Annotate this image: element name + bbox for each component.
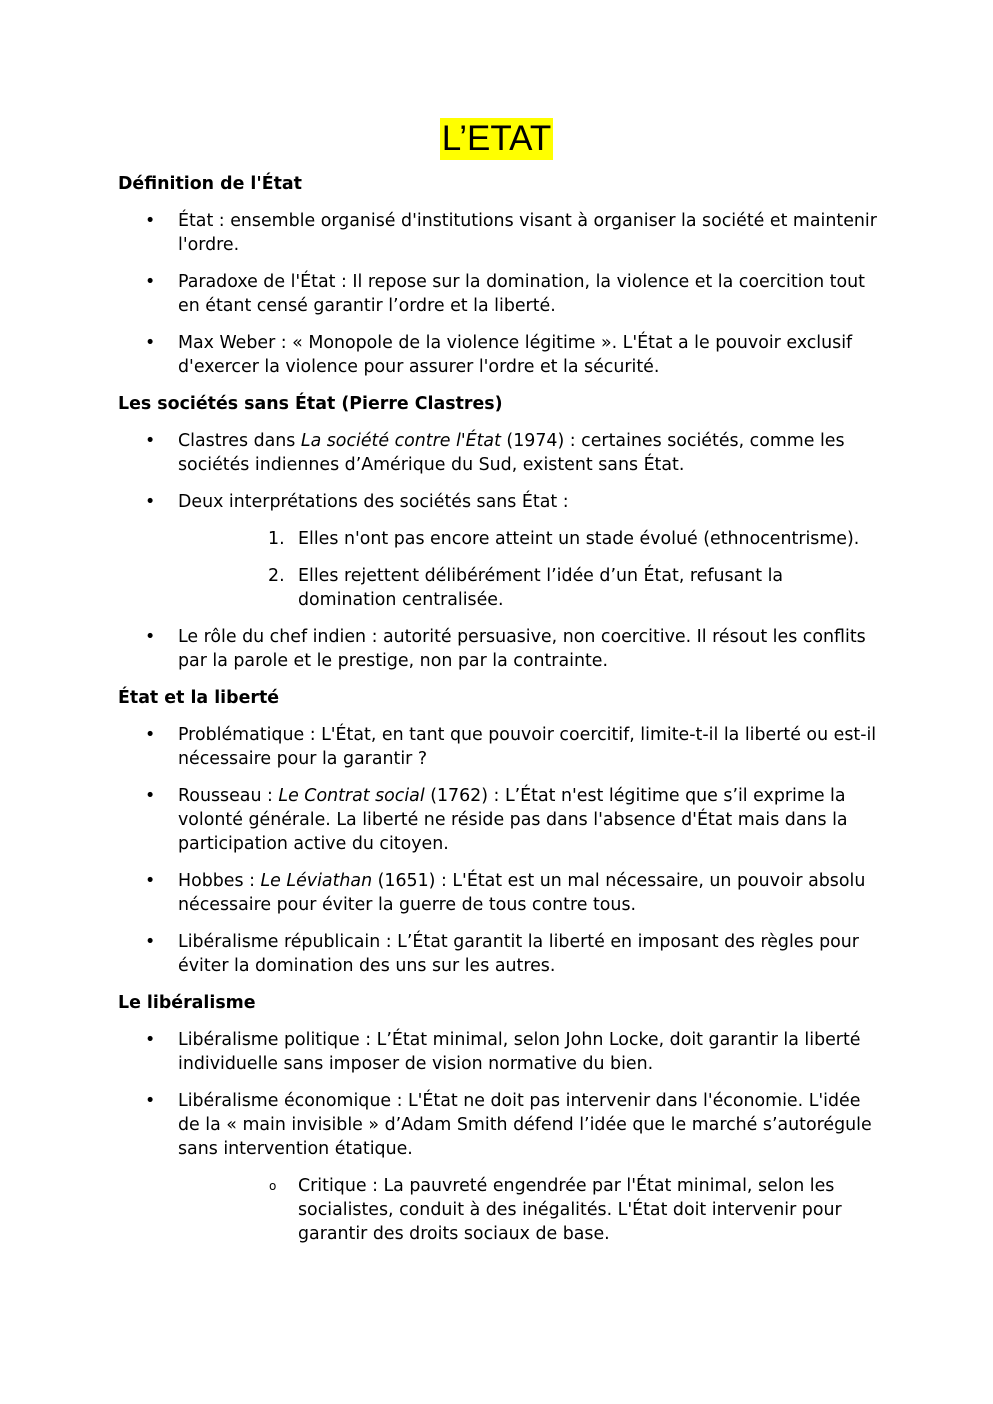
bullet-list (118, 429, 878, 673)
list-item: • Max Weber : « Monopole de la violence légitime ». L'État a le pouvoir exclusif d'exercer la violence pour assurer l'ordre et la sécurité. (118, 331, 878, 379)
text-run: Critique : La pauvreté engendrée par l'État minimal, selon les socialistes, conduit à des inégalités. L'État doit intervenir pour garantir des droits sociaux de base. (298, 1176, 842, 1244)
item-number: 1. (268, 529, 285, 549)
section-heading: Définition de l'État (118, 174, 302, 194)
list-item (118, 784, 878, 856)
text-run: (1974) : certaines sociétés, comme les sociétés indiennes d’Amérique du Sud, existent sans État. (178, 431, 845, 475)
list-item: • État : ensemble organisé d'institutions visant à organiser la société et maintenir l'ordre. (118, 209, 878, 257)
list-item (118, 490, 878, 612)
bullet-list (118, 723, 878, 978)
book-title: Le Léviathan (260, 871, 373, 891)
list-item (118, 429, 878, 477)
list-item: • Paradoxe de l'État : Il repose sur la domination, la violence et la coercition tout en étant censé garantir l’ordre et la liberté. (118, 270, 878, 318)
text-run: Deux interprétations des sociétés sans État : (178, 492, 569, 512)
book-title: Le Contrat social (278, 786, 425, 806)
bullet-list (118, 1028, 878, 1246)
text-run: Clastres dans (178, 431, 301, 451)
section-definition (118, 172, 878, 379)
numbered-item (178, 564, 878, 612)
item-number: 2. (268, 566, 285, 586)
text-run: Elles n'ont pas encore atteint un stade évolué (ethnocentrisme). (298, 529, 860, 549)
text-run: Rousseau : (178, 786, 279, 806)
section-heading: Le libéralisme (118, 993, 256, 1013)
text-run: Libéralisme économique : L'État ne doit pas intervenir dans l'économie. L'idée de la « main invisible » d’Adam Smith défend l’idée que le marché s’autorégule sans intervention étatique. (178, 1091, 872, 1159)
text-run: Hobbes : (178, 871, 261, 891)
numbered-item (178, 527, 878, 551)
list-item: • Libéralisme politique : L’État minimal, selon John Locke, doit garantir la liberté individuelle sans imposer de vision normative du bien. (118, 1028, 878, 1076)
section-etat-liberte (118, 686, 878, 978)
circle-bullet-icon: o (269, 1179, 277, 1193)
bullet-list (118, 209, 878, 379)
list-item (118, 869, 878, 917)
text-run: (1651) : L'État est un mal nécessaire, un pouvoir absolu nécessaire pour éviter la guerre de tous contre tous. (178, 871, 866, 915)
book-title: La société contre l'État (300, 431, 501, 451)
section-societes-sans-etat (118, 392, 878, 673)
list-item: • Problématique : L'État, en tant que pouvoir coercitif, limite-t-il la liberté ou est-il nécessaire pour la garantir ? (118, 723, 878, 771)
text-run: (1762) : L’État n'est légitime que s’il exprime la volonté générale. La liberté ne réside pas dans l'absence d'État mais dans la participation active du citoyen. (178, 786, 848, 854)
document-body (118, 172, 878, 1259)
section-heading: État et la liberté (118, 688, 280, 708)
list-item: • Le rôle du chef indien : autorité persuasive, non coercitive. Il résout les conflits par la parole et le prestige, non par la contrainte. (118, 625, 878, 673)
section-heading: Les sociétés sans État (Pierre Clastres) (118, 394, 503, 414)
title-wrap (0, 118, 993, 160)
sub-bullet-list (178, 1174, 878, 1246)
text-run: Elles rejettent délibérément l’idée d’un État, refusant la domination centralisée. (298, 566, 784, 610)
list-item (118, 1089, 878, 1246)
sub-list-item (178, 1174, 878, 1246)
list-item: • Libéralisme républicain : L’État garantit la liberté en imposant des règles pour éviter la domination des uns sur les autres. (118, 930, 878, 978)
document-title: L’ETAT (441, 119, 552, 158)
section-liberalisme (118, 991, 878, 1246)
numbered-list (178, 527, 878, 612)
